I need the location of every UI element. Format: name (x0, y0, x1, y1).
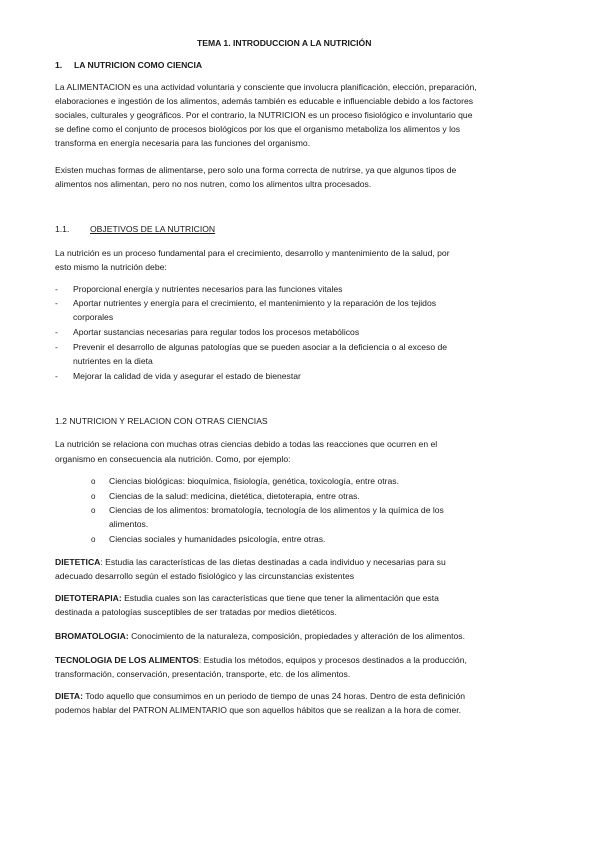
bullet-dash: - (55, 327, 58, 337)
definition-term: DIETA: (55, 691, 84, 701)
list-item: Aportar sustancias necesarias para regular todos los procesos metabólicos (73, 327, 360, 337)
definition-dietoterapia (55, 592, 439, 605)
list-item-continuation: corporales (73, 312, 114, 322)
list-item: Mejorar la calidad de vida y asegurar el estado de bienestar (73, 371, 301, 381)
bullet-circle: o (91, 506, 96, 515)
list-item: Ciencias biológicas: bioquímica, fisiología, genética, toxicología, entre otras. (109, 476, 399, 486)
definition-term: DIETOTERAPIA: (55, 593, 122, 603)
definition-text: destinada a patologías susceptibles de ser tratadas por medios dietéticos. (55, 607, 337, 617)
definition-text: : Estudia los métodos, equipos y procesos destinados a la producción, (198, 655, 467, 665)
bullet-dash: - (55, 342, 58, 352)
definition-text: : Estudia las características de las dietas destinadas a cada individuo y necesarias para su (100, 557, 446, 567)
section-1-2-heading: 1.2 NUTRICION Y RELACION CON OTRAS CIENCIAS (55, 416, 268, 426)
definition-text: podemos hablar del PATRON ALIMENTARIO que son aquellos hábitos que se realizan a la hora de comer. (55, 705, 462, 715)
list-item: Proporcional energía y nutrientes necesarios para las funciones vitales (73, 284, 343, 294)
paragraph-line: alimentos nos alimentan, pero no nos nutren, como los alimentos ultra procesados. (55, 179, 372, 189)
definition-term: TECNOLOGIA DE LOS ALIMENTOS (55, 655, 199, 665)
definition-text: Estudia cuales son las características que tiene que tener la alimentación que esta (121, 593, 439, 603)
list-item: Ciencias de los alimentos: bromatología, tecnología de los alimentos y la química de los (109, 505, 444, 515)
section-1-number: 1. (55, 60, 63, 70)
definition-bromatologia (55, 630, 465, 643)
paragraph-line: La ALIMENTACION es una actividad voluntaria y consciente que involucra planificación, elección, preparación, (55, 82, 477, 92)
list-item-continuation: alimentos. (109, 519, 149, 529)
bullet-circle: o (91, 535, 96, 544)
paragraph-line: elaboraciones e ingestión de los alimentos, además también es educable e influenciable debido a los factores (55, 96, 474, 106)
list-item-continuation: nutrientes en la dieta (73, 356, 153, 366)
bullet-dash: - (55, 298, 58, 308)
paragraph-line: transforma en energía necesaria para las funciones del organismo. (55, 138, 311, 148)
definition-text: Conocimiento de la naturaleza, composición, propiedades y alteración de los alimentos. (128, 631, 465, 641)
definition-tecnologia (55, 654, 467, 667)
definition-term: DIETETICA (55, 557, 101, 567)
paragraph-line: La nutrición se relaciona con muchas otras ciencias debido a todas las reacciones que ocurren en el (55, 439, 438, 449)
section-1-1-number: 1.1. (55, 224, 70, 234)
paragraph-line: Existen muchas formas de alimentarse, pero solo una forma correcta de nutrirse, ya que algunos tipos de (55, 165, 457, 175)
list-item: Aportar nutrientes y energía para el crecimiento, el mantenimiento y la reparación de los tejidos (73, 298, 437, 308)
definition-dietetica (55, 556, 446, 569)
list-item: Prevenir el desarrollo de algunas patologías que se pueden asociar a la deficiencia o al exceso de (73, 342, 448, 352)
bullet-dash: - (55, 371, 58, 381)
section-1-1-heading: OBJETIVOS DE LA NUTRICION (90, 224, 216, 234)
definition-term: BROMATOLOGIA: (55, 631, 129, 641)
paragraph-line: se define como el conjunto de procesos biológicos por los que el organismo metaboliza los alimentos y los (55, 124, 461, 134)
definition-text: adecuado desarrollo según el estado fisiológico y las circunstancias existentes (55, 571, 355, 581)
paragraph-line: sociales, culturales y geográficos. Por el contrario, la NUTRICION es un proceso fisiológico e involuntario que (55, 110, 473, 120)
definition-text: Todo aquello que consumimos en un periodo de tiempo de unas 24 horas. Dentro de esta definición (83, 691, 466, 701)
list-item: Ciencias de la salud: medicina, dietética, dietoterapia, entre otras. (109, 491, 360, 501)
definition-dieta (55, 690, 465, 703)
bullet-circle: o (91, 477, 96, 486)
paragraph-line: organismo en consecuencia ala nutrición. Como, por ejemplo: (55, 454, 291, 464)
paragraph-line: La nutrición es un proceso fundamental para el crecimiento, desarrollo y mantenimiento de la salud, por (55, 248, 450, 258)
paragraph-line: esto mismo la nutrición debe: (55, 262, 167, 272)
bullet-circle: o (91, 492, 96, 501)
bullet-dash: - (55, 284, 58, 294)
definition-text: transformación, conservación, presentación, transporte, etc. de los alimentos. (55, 669, 351, 679)
page-title: TEMA 1. INTRODUCCION A LA NUTRICIÓN (197, 38, 372, 48)
list-item: Ciencias sociales y humanidades psicología, entre otras. (109, 534, 326, 544)
section-1-heading: LA NUTRICION COMO CIENCIA (74, 60, 203, 70)
